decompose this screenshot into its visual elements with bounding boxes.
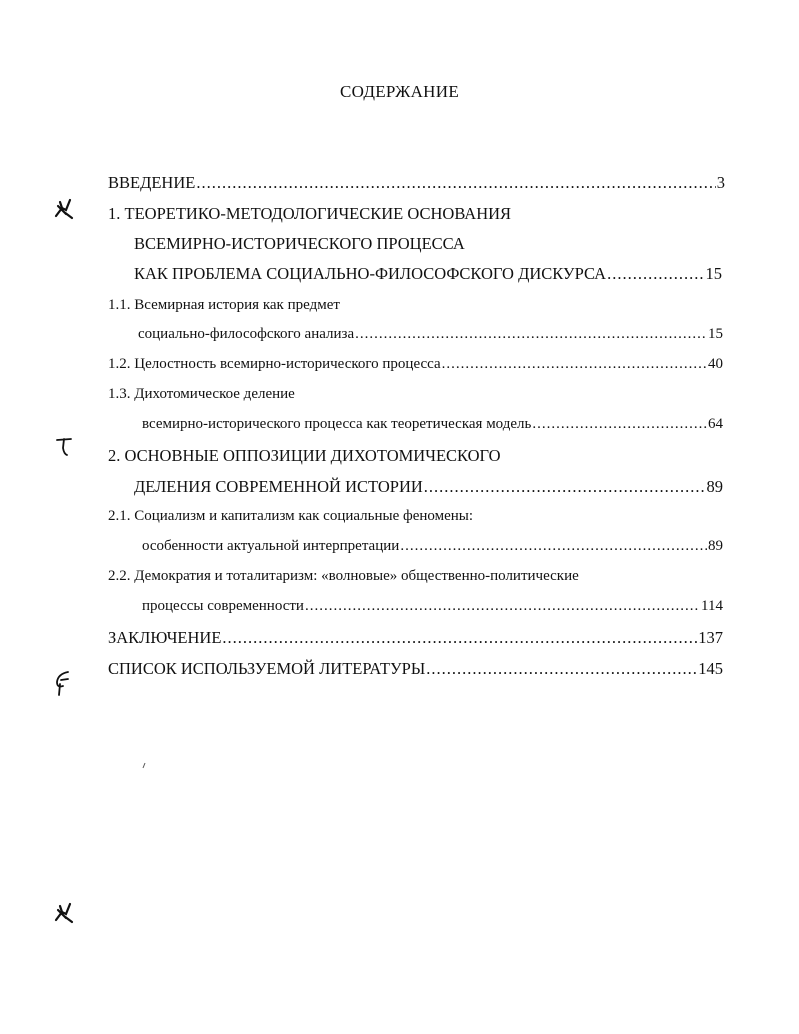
toc-label: особенности актуальной интерпретации	[142, 538, 400, 554]
toc-label: социально-философского анализа	[138, 326, 355, 342]
toc-leader	[426, 659, 697, 679]
toc-leader	[196, 173, 715, 193]
toc-leader	[442, 356, 707, 373]
toc-page: 89	[706, 477, 723, 496]
toc-page: 137	[698, 628, 723, 647]
toc-entry-section-1-1[interactable]	[138, 326, 723, 343]
toc-leader	[222, 628, 697, 648]
toc-section-2-2-line-1[interactable]: 2.2. Демократия и тоталитаризм: «волновые» общественно-политические	[108, 568, 579, 584]
toc-entry-introduction[interactable]	[108, 173, 725, 193]
toc-section-2-1-line-1[interactable]: 2.1. Социализм и капитализм как социальные феномены:	[108, 508, 474, 524]
toc-label: ВВЕДЕНИЕ	[108, 173, 196, 192]
margin-mark-icon	[52, 900, 76, 926]
toc-leader	[424, 477, 706, 497]
toc-page: 3	[716, 173, 725, 192]
toc-chapter-1-line-2[interactable]: ВСЕМИРНО-ИСТОРИЧЕСКОГО ПРОЦЕССА	[134, 234, 465, 253]
toc-leader	[355, 326, 707, 343]
toc-page: 15	[708, 326, 723, 342]
toc-page: 15	[705, 264, 722, 283]
toc-entry-chapter-1[interactable]	[134, 264, 722, 284]
toc-label: ДЕЛЕНИЯ СОВРЕМЕННОЙ ИСТОРИИ	[134, 477, 423, 496]
page-title: СОДЕРЖАНИЕ	[339, 82, 460, 101]
toc-entry-section-1-2[interactable]	[108, 356, 723, 373]
toc-leader	[607, 264, 704, 284]
toc-label: СПИСОК ИСПОЛЬЗУЕМОЙ ЛИТЕРАТУРЫ	[108, 659, 426, 678]
toc-page: 114	[701, 598, 723, 614]
margin-mark-icon	[52, 196, 76, 222]
toc-page: 64	[708, 416, 723, 432]
toc-label: КАК ПРОБЛЕМА СОЦИАЛЬНО-ФИЛОСОФСКОГО ДИСКУРСА	[134, 264, 607, 283]
toc-entry-section-2-2[interactable]	[142, 598, 723, 615]
toc-label: ЗАКЛЮЧЕНИЕ	[108, 628, 222, 647]
margin-mark-icon	[141, 762, 147, 770]
toc-entry-section-2-1[interactable]	[142, 538, 723, 555]
toc-page: 40	[708, 356, 723, 372]
toc-page: 89	[708, 538, 723, 554]
toc-page: 145	[698, 659, 723, 678]
toc-entry-bibliography[interactable]	[108, 659, 723, 679]
toc-entry-section-1-3[interactable]	[142, 416, 723, 433]
toc-leader	[400, 538, 707, 555]
toc-leader	[305, 598, 700, 615]
toc-section-1-3-line-1[interactable]: 1.3. Дихотомическое деление	[108, 386, 295, 402]
toc-leader	[532, 416, 707, 433]
toc-chapter-1-line-1[interactable]: 1. ТЕОРЕТИКО-МЕТОДОЛОГИЧЕСКИЕ ОСНОВАНИЯ	[108, 204, 512, 223]
margin-mark-icon	[52, 668, 74, 698]
toc-section-1-1-line-1[interactable]: 1.1. Всемирная история как предмет	[108, 297, 340, 313]
toc-chapter-2-line-1[interactable]: 2. ОСНОВНЫЕ ОППОЗИЦИИ ДИХОТОМИЧЕСКОГО	[108, 446, 501, 465]
toc-entry-conclusion[interactable]	[108, 628, 723, 648]
margin-mark-icon	[55, 436, 75, 458]
toc-label: 1.2. Целостность всемирно-исторического процесса	[108, 356, 441, 372]
toc-label: всемирно-исторического процесса как теоретическая модель	[142, 416, 532, 432]
toc-label: процессы современности	[142, 598, 304, 614]
toc-entry-chapter-2[interactable]	[134, 477, 723, 497]
